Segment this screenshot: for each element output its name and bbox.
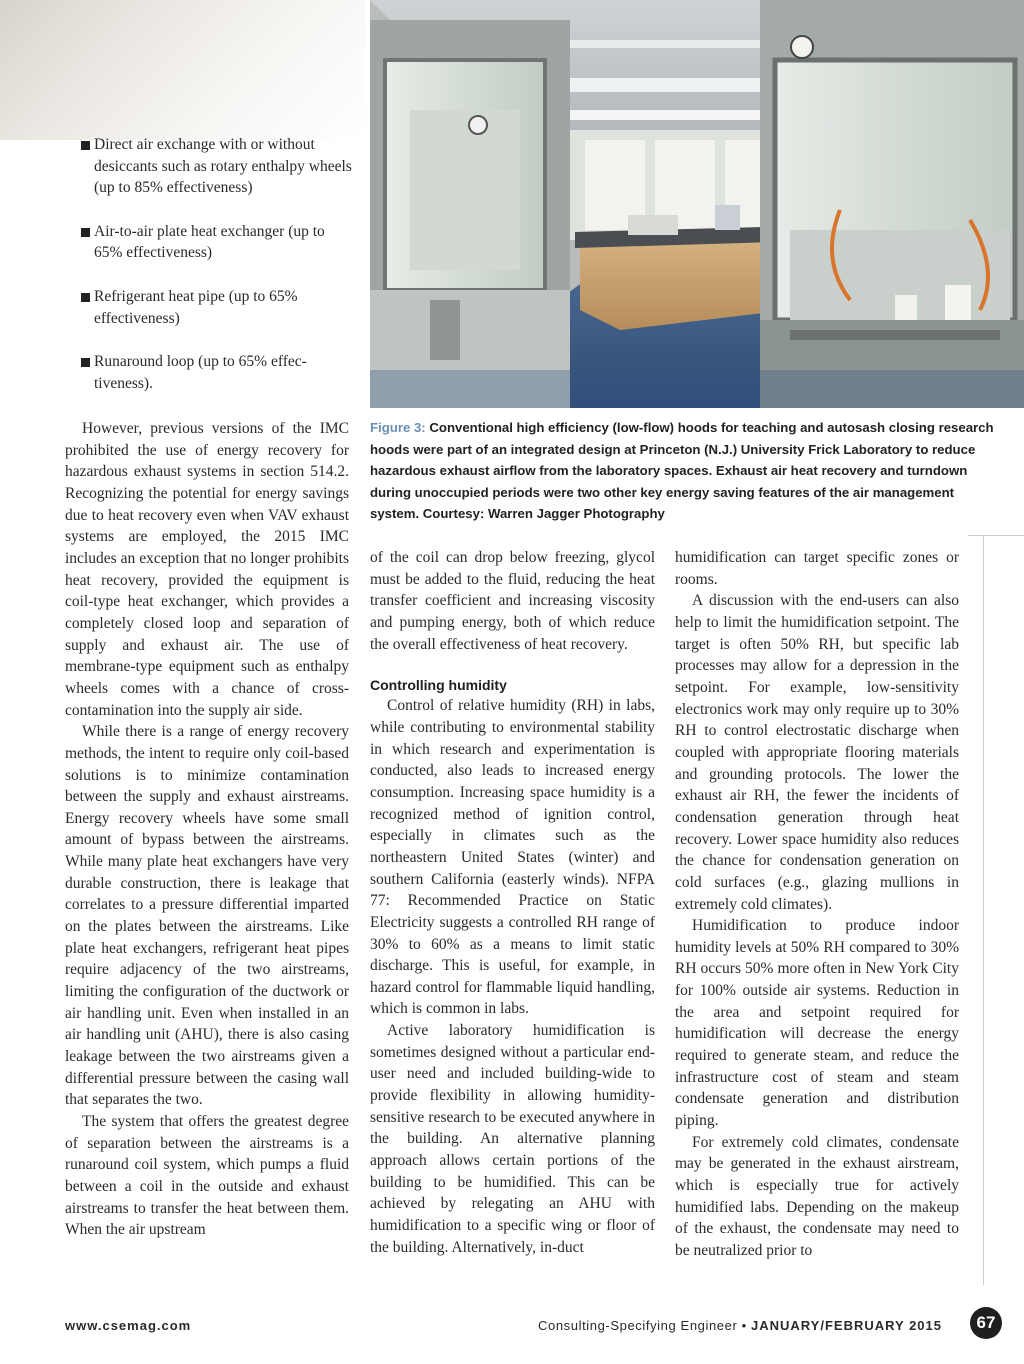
bullet-item: Direct air exchange with or without desiccants such as rotary enthalpy wheels (up to 85% effectiveness) — [80, 134, 355, 199]
text-column-1 — [65, 418, 349, 1241]
text-column-3 — [675, 547, 959, 1262]
footer-publication — [538, 1318, 942, 1333]
paragraph: Humidification to produce indoor humidity levels at 50% RH compared to 30% RH occurs 50% more often in New York City for 100% outside air systems. Reduction in the area and setpoint required for humidification will decrease the energy required to generate steam, and reduce the infrastructure cost of steam and steam condensate generation and distribution piping. — [675, 917, 959, 1130]
page-number: 67 — [970, 1307, 1002, 1339]
paragraph: While there is a range of energy recovery methods, the intent to require only coil-based solutions is to minimize contamination between the supply and exhaust airstreams. Energy recovery wheels have some small amount of bypass between the airstreams. While many plate heat exchangers have very durable construction, there is leakage that correlates to a pressure differential imparted on the plates between the airstreams. Like plate heat exchangers, refrigerant heat pipes require adjacency of the two airstreams, limiting the configuration of the ductwork or air handling unit. Even when installed in an air handling unit (AHU), there is also casing leakage between the two airstreams given a differential pressure between the casing wall that separates the two. — [65, 723, 349, 1109]
figure-label: Figure 3: — [370, 420, 426, 435]
figure-caption — [370, 417, 1000, 525]
lab-photo — [370, 0, 1024, 408]
page-corner-shade — [0, 0, 365, 140]
footer-separator: • — [741, 1318, 747, 1333]
paragraph: The system that offers the greatest degree of separation between the airstreams is a runaround coil system, which pumps a fluid between a coil in the outside and exhaust airstreams to transfer the heat between them. When the air upstream — [65, 1113, 349, 1239]
square-bullet-icon — [81, 293, 90, 302]
footer-magazine: Consulting-Specifying Engineer — [538, 1318, 738, 1333]
square-bullet-icon — [81, 228, 90, 237]
square-bullet-icon — [81, 141, 90, 150]
text-column-2 — [370, 547, 655, 1258]
footer-issue: JANUARY/FEBRUARY 2015 — [750, 1318, 942, 1333]
footer-website: www.csemag.com — [65, 1318, 192, 1333]
column-rule-right — [983, 535, 984, 1285]
paragraph: However, previous versions of the IMC prohibited the use of energy recovery for hazardous exhaust systems in section 514.2. Recognizing the potential for energy savings due to heat recovery even when VAV exhaust systems are employed, the 2015 IMC includes an exception that no longer prohibits heat recovery, provided the equipment is coil-type heat exchanger, which provides a completely closed loop and separation of supply and exhaust air. The use of membrane-type equipment such as enthalpy wheels comes with a chance of cross-contamination into the supply air side. — [65, 420, 349, 719]
bullet-item: Air-to-air plate heat exchanger (up to 65% effectiveness) — [80, 221, 355, 264]
paragraph: A discussion with the end-users can also help to limit the humidification setpoint. The target is often 50% RH, but specific lab processes may allow for a depression in the setpoint. For example, low-sensitivity electronics work may only require up to 30% RH to control electrostatic discharge when coupled with appropriate flooring materials and grounding protocols. The lower the exhaust air RH, the fewer the incidents of condensation generation through heat recovery. Lower space humidity also reduces the chance for condensation generation on cold surfaces (e.g., glazing mullions in extremely cold climates). — [675, 592, 959, 913]
paragraph: Active laboratory humidification is sometimes designed without a particular end-user need and included building-wide to provide flexibility in allowing humidity-sensitive research to be executed anywhere in the building. An alternative planning approach allows certain portions of the building to be humidified. This can be achieved by relegating an AHU with humidification to a specific wing or floor of the building. Alternatively, in-duct — [370, 1022, 655, 1256]
column-rule-top — [968, 535, 1024, 536]
paragraph: For extremely cold climates, condensate may be generated in the exhaust airstream, which is especially true for actively humidified labs. Depending on the makeup of the exhaust, the condensate may need to be neutralized prior to — [675, 1133, 959, 1259]
bullet-list — [80, 134, 355, 416]
laboratory-fume-hood-image — [370, 0, 1024, 408]
section-subheading: Controlling humidity — [370, 677, 507, 694]
bullet-item: Refrigerant heat pipe (up to 65% effectiveness) — [80, 286, 355, 329]
paragraph: Control of relative humidity (RH) in labs, while contributing to environmental stability in which research and experimentation is conducted, also leads to increased energy consumption. Increasing space humidity is a recognized method of ignition control, especially in climates such as the northeastern United States (winter) and southern California (easterly winds). NFPA 77: Recommended Practice on Static Electricity suggests a controlled RH range of 30% to 60% as a means to limit static discharge. This is useful, for example, in hazard control for flammable liquid handling, which is common in labs. — [370, 697, 655, 1018]
paragraph: humidification can target specific zones or rooms. — [675, 549, 959, 588]
square-bullet-icon — [81, 358, 90, 367]
figure-caption-text: Conventional high efficiency (low-flow) hoods for teaching and autosash closing research hoods were part of an integrated design at Princeton (N.J.) University Frick Laboratory to reduce hazardous exhaust airflow from the laboratory spaces. Exhaust air heat recovery and turndown during unoccupied periods were two other key energy saving features of the air management system. Courtesy: Warren Jagger Photography — [370, 420, 994, 522]
paragraph: of the coil can drop below freezing, glycol must be added to the fluid, reducing the heat transfer coefficient and increasing viscosity and pumping energy, both of which reduce the overall effectiveness of heat recovery. — [370, 549, 655, 653]
bullet-item: Runaround loop (up to 65% effec-tiveness). — [80, 351, 355, 394]
